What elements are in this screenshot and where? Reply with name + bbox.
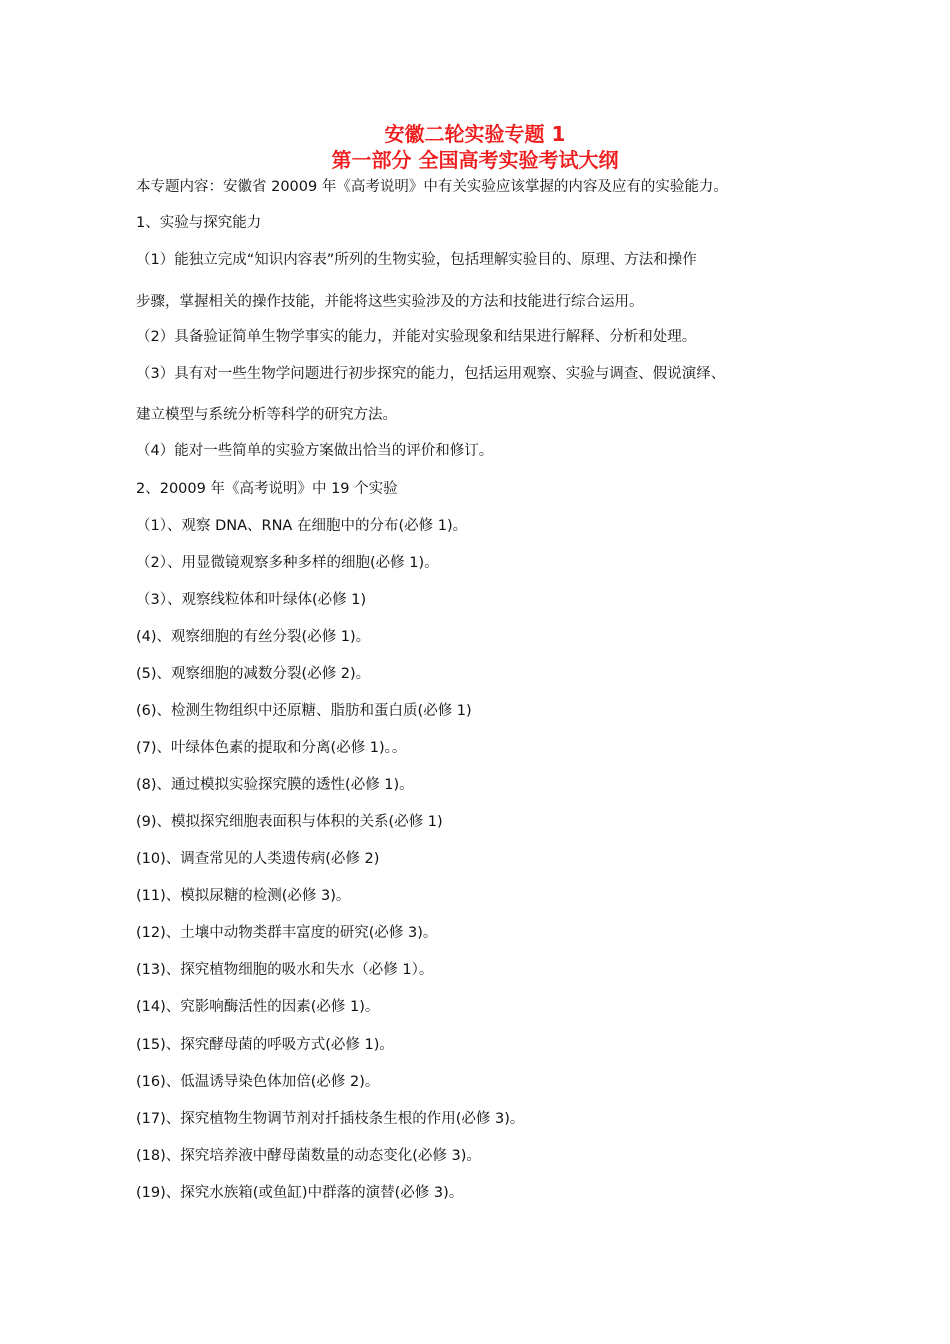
list-item: (7)、叶绿体色素的提取和分离(必修 1)。。 — [136, 740, 407, 756]
list-item: (13)、探究植物细胞的吸水和失水（必修 1）。 — [136, 962, 434, 978]
list-item: (12)、土壤中动物类群丰富度的研究(必修 3)。 — [136, 925, 438, 941]
paragraph-line: （1）能独立完成“知识内容表”所列的生物实验，包括理解实验目的、原理、方法和操作 — [136, 252, 697, 268]
section-heading: 1、实验与探究能力 — [136, 215, 262, 231]
list-item: (19)、探究水族箱(或鱼缸)中群落的演替(必修 3)。 — [136, 1185, 464, 1201]
list-item: (10)、调查常见的人类遗传病(必修 2) — [136, 851, 380, 867]
list-item: (18)、探究培养液中酵母菌数量的动态变化(必修 3)。 — [136, 1148, 481, 1164]
list-item: （1）、观察 DNA、RNA 在细胞中的分布(必修 1)。 — [136, 518, 468, 534]
list-item: (15)、探究酵母菌的呼吸方式(必修 1)。 — [136, 1037, 394, 1053]
list-item: (9)、模拟探究细胞表面积与体积的关系(必修 1) — [136, 814, 443, 830]
list-item: (17)、探究植物生物调节剂对扦插枝条生根的作用(必修 3)。 — [136, 1111, 525, 1127]
list-item: （2）、用显微镜观察多种多样的细胞(必修 1)。 — [136, 555, 439, 571]
list-item: (16)、低温诱导染色体加倍(必修 2)。 — [136, 1074, 380, 1090]
paragraph-line: （3）具有对一些生物学问题进行初步探究的能力，包括运用观察、实验与调查、假说演绎、 — [136, 366, 726, 382]
list-item: (4)、观察细胞的有丝分裂(必修 1)。 — [136, 629, 371, 645]
list-item: (6)、检测生物组织中还原糖、脂肪和蛋白质(必修 1) — [136, 703, 472, 719]
document-title: 安徽二轮实验专题 1 — [384, 122, 566, 146]
list-item: (8)、通过模拟实验探究膜的透性(必修 1)。 — [136, 777, 414, 793]
list-item: （3）、观察线粒体和叶绿体(必修 1) — [136, 592, 367, 608]
paragraph-line: （2）具备验证简单生物学事实的能力，并能对实验现象和结果进行解释、分析和处理。 — [136, 329, 697, 345]
list-item: (14)、究影响酶活性的因素(必修 1)。 — [136, 999, 380, 1015]
intro-text: 本专题内容：安徽省 20009 年《高考说明》中有关实验应该掌握的内容及应有的实验能力。 — [136, 179, 728, 195]
document-subtitle: 第一部分 全国高考实验考试大纲 — [331, 148, 619, 172]
list-item: (11)、模拟尿糖的检测(必修 3)。 — [136, 888, 351, 904]
section-heading: 2、20009 年《高考说明》中 19 个实验 — [136, 481, 398, 497]
paragraph-line: （4）能对一些简单的实验方案做出恰当的评价和修订。 — [136, 443, 494, 459]
paragraph-line: 步骤，掌握相关的操作技能，并能将这些实验涉及的方法和技能进行综合运用。 — [136, 294, 644, 310]
list-item: (5)、观察细胞的减数分裂(必修 2)。 — [136, 666, 371, 682]
paragraph-line: 建立模型与系统分析等科学的研究方法。 — [136, 407, 397, 423]
